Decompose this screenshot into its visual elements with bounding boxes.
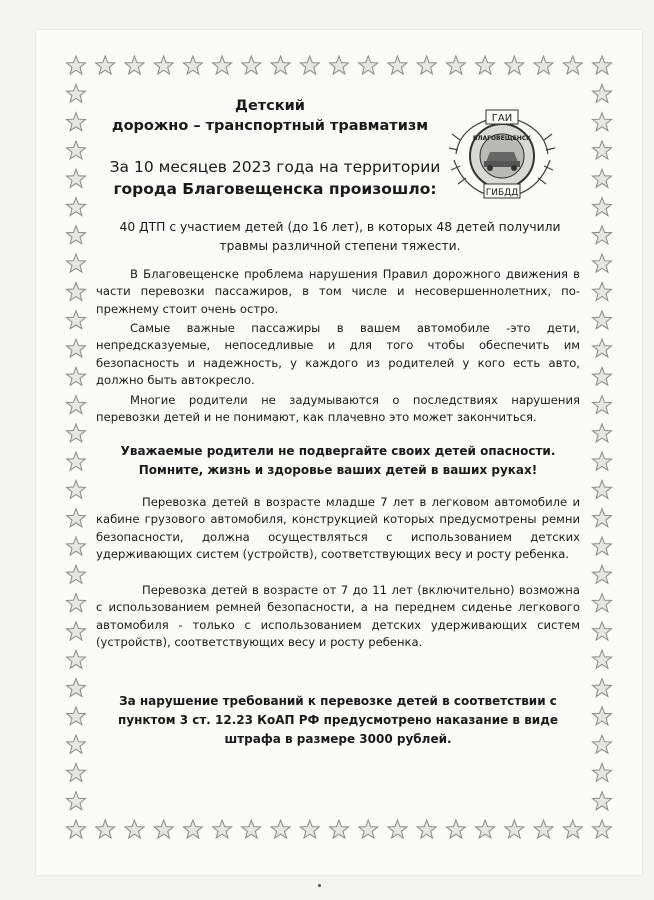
border-star <box>67 480 86 498</box>
border-star <box>446 56 465 74</box>
border-star <box>593 169 612 187</box>
border-star <box>359 56 378 74</box>
headline-line-1: За 10 месяцев 2023 года на территории <box>109 158 441 176</box>
scan-speck <box>318 884 321 887</box>
border-star <box>67 763 86 781</box>
border-star <box>593 707 612 725</box>
fine-notice: За нарушение требований к перевозке детей в соответствии с пунктом 3 ст. 12.23 КоАП РФ предусмотрено наказание в виде штрафа в размере 3000 рублей. <box>117 694 559 746</box>
border-star <box>446 820 465 838</box>
border-star <box>388 56 407 74</box>
border-star <box>593 679 612 697</box>
border-star <box>67 311 86 329</box>
border-star <box>183 820 202 838</box>
title-line-2: дорожно – транспортный травматизм <box>111 118 429 134</box>
paragraph-4: Перевозка детей в возрасте младше 7 лет в легковом автомобиле и кабине грузового автомобиля, конструкцией которых предусмотрены ремни безопасности, должна осуществляться с использованием детских удерживающих систем (устройств), соответствующих весу и росту ребенка. <box>96 495 580 562</box>
border-star <box>67 650 86 668</box>
border-star <box>67 679 86 697</box>
border-star <box>593 594 612 612</box>
border-star <box>67 56 86 74</box>
paragraph-5: Перевозка детей в возрасте от 7 до 11 лет (включительно) возможна с использованием ремней безопасности, а на переднем сиденье легкового автомобиля - только с использованием детских удерживающих систем (устройств), соответствующих весу и росту ребенка. <box>96 583 580 650</box>
accident-statistic: 40 ДТП с участием детей (до 16 лет), в которых 48 детей получили травмы различной степени тяжести. <box>119 220 561 253</box>
border-star <box>593 650 612 668</box>
border-star <box>417 56 436 74</box>
border-star <box>67 198 86 216</box>
border-star <box>593 113 612 131</box>
border-star <box>67 169 86 187</box>
border-star <box>534 820 553 838</box>
border-star <box>593 254 612 272</box>
border-star <box>505 56 524 74</box>
border-star <box>125 56 144 74</box>
border-star <box>67 792 86 810</box>
border-star <box>242 56 261 74</box>
border-star <box>563 56 582 74</box>
border-star <box>67 565 86 583</box>
paragraph-1: В Благовещенске проблема нарушения Правил дорожного движения в части перевозки пассажиров, в том числе и несовершеннолетних, по-прежнему стоит очень остро. <box>96 267 580 316</box>
border-star <box>593 763 612 781</box>
border-star <box>67 226 86 244</box>
border-star <box>563 820 582 838</box>
border-star <box>593 367 612 385</box>
border-star <box>67 452 86 470</box>
border-star <box>67 509 86 527</box>
border-star <box>593 537 612 555</box>
border-star <box>67 367 86 385</box>
border-star <box>183 56 202 74</box>
border-star <box>67 84 86 102</box>
border-star <box>271 56 290 74</box>
border-star <box>242 820 261 838</box>
border-star <box>593 480 612 498</box>
border-star <box>593 509 612 527</box>
border-star <box>534 56 553 74</box>
border-star <box>593 339 612 357</box>
parent-warning <box>96 442 580 480</box>
border-star <box>593 622 612 640</box>
headline-line-2: города Благовещенска произошло: <box>113 180 437 198</box>
border-star <box>213 820 232 838</box>
border-star <box>359 820 378 838</box>
border-star <box>476 56 495 74</box>
paragraph-2: Самые важные пассажиры в вашем автомобиле -это дети, непредсказуемые, непоседливые и для того чтобы обеспечить им безопасность и надежность, у каждого из родителей у кого есть авто, должно быть автокресло. <box>96 321 580 388</box>
warning-line-1: Уважаемые родители не подвергайте своих детей опасности. <box>120 444 556 458</box>
border-star <box>67 622 86 640</box>
border-star <box>67 339 86 357</box>
border-star <box>67 820 86 838</box>
border-star <box>593 735 612 753</box>
border-star <box>154 56 173 74</box>
border-star <box>593 792 612 810</box>
border-star <box>593 198 612 216</box>
border-star <box>593 311 612 329</box>
border-star <box>388 820 407 838</box>
border-star <box>67 537 86 555</box>
border-star <box>476 820 495 838</box>
border-star <box>271 820 290 838</box>
border-star <box>213 56 232 74</box>
border-star <box>67 282 86 300</box>
border-star <box>96 56 115 74</box>
border-star <box>505 820 524 838</box>
border-star <box>300 56 319 74</box>
border-star <box>67 594 86 612</box>
border-star <box>154 820 173 838</box>
border-star <box>593 282 612 300</box>
border-star <box>593 226 612 244</box>
headline <box>85 156 465 200</box>
border-star <box>593 396 612 414</box>
border-star <box>593 820 612 838</box>
document-title <box>90 96 450 136</box>
border-star <box>330 820 349 838</box>
border-star <box>593 141 612 159</box>
border-star <box>593 452 612 470</box>
border-star <box>67 396 86 414</box>
border-star <box>330 56 349 74</box>
border-star <box>125 820 144 838</box>
emblem-top-text: ГАИ <box>491 113 513 124</box>
paragraph-3: Многие родители не задумываются о последствиях нарушения перевозки детей и не понимают, как плачевно это может закончиться. <box>96 393 580 425</box>
border-star <box>593 56 612 74</box>
warning-line-2: Помните, жизнь и здоровье ваших детей в ваших руках! <box>138 463 538 477</box>
emblem-arc-text: БЛАГОВЕЩЕНСК <box>472 135 532 142</box>
border-star <box>67 735 86 753</box>
border-star <box>593 565 612 583</box>
border-star <box>67 424 86 442</box>
border-star <box>593 424 612 442</box>
border-star <box>67 254 86 272</box>
emblem-bottom-text: ГИБДД <box>485 188 519 198</box>
title-line-1: Детский <box>235 98 305 114</box>
border-star <box>593 84 612 102</box>
border-star <box>67 707 86 725</box>
border-star <box>417 820 436 838</box>
border-star <box>67 141 86 159</box>
border-star <box>96 820 115 838</box>
border-star <box>67 113 86 131</box>
border-star <box>300 820 319 838</box>
